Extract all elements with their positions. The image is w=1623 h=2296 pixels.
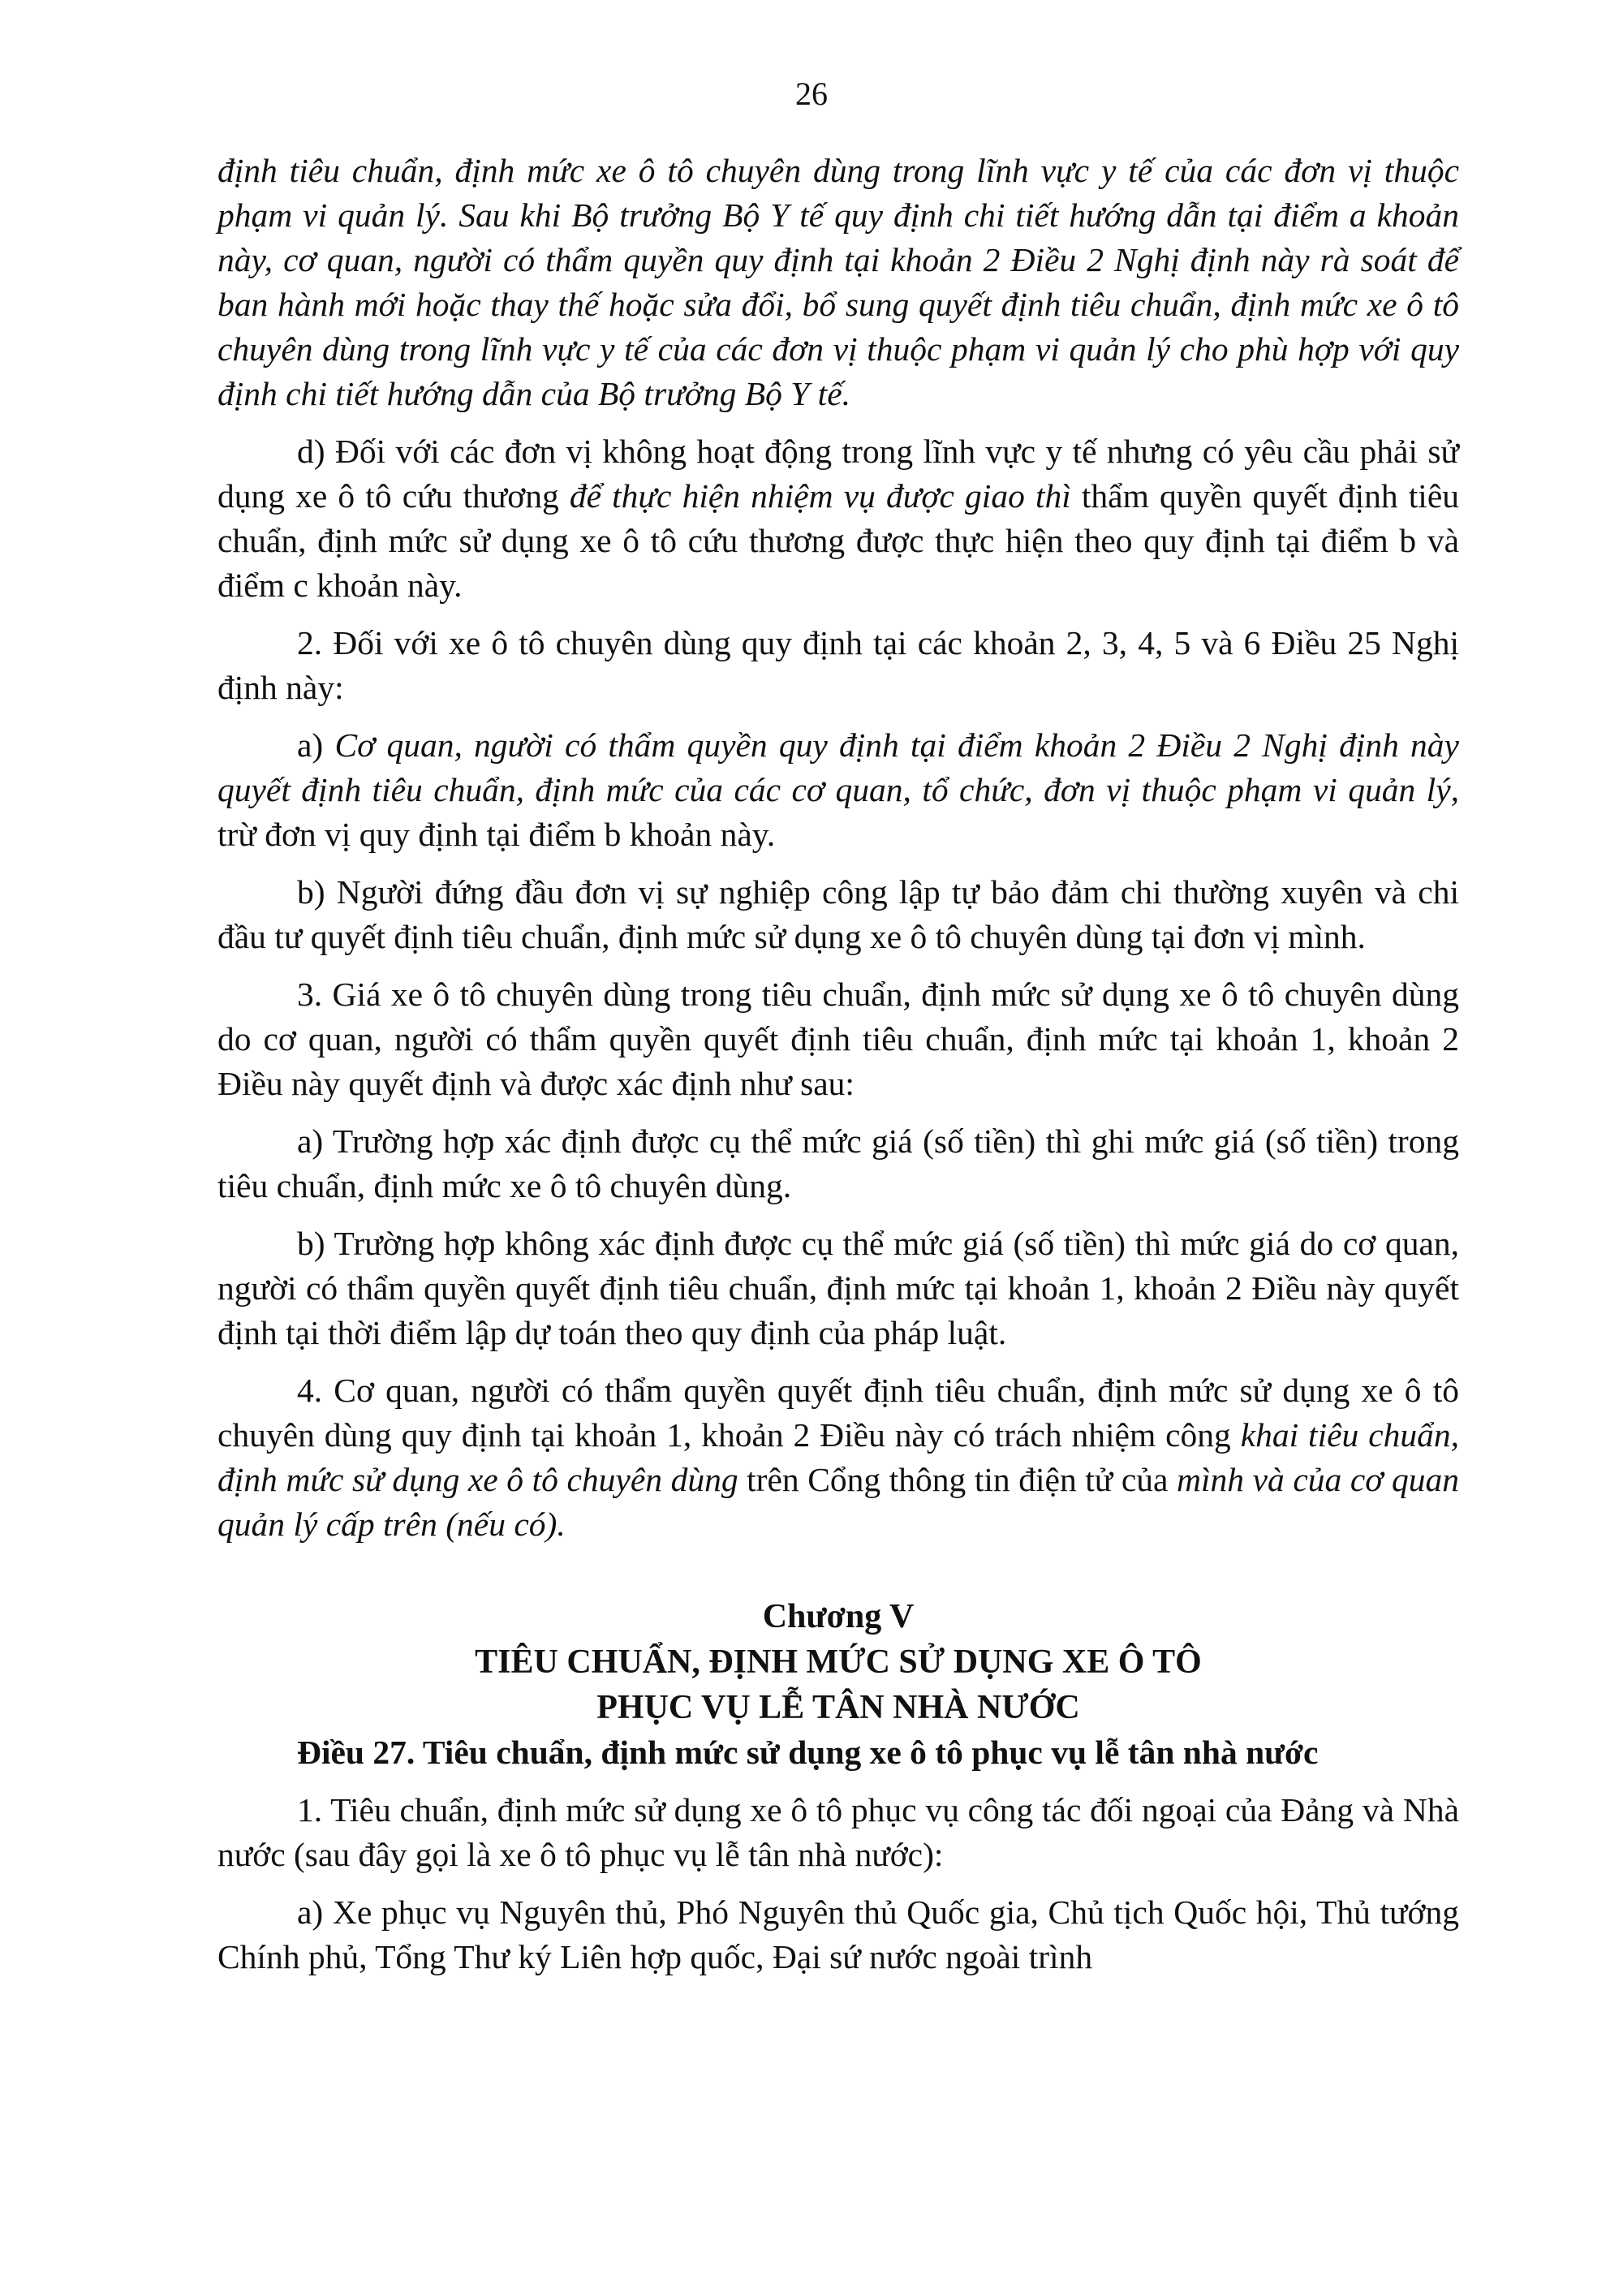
paragraph-4-italic-2: mình và của cơ quan quản lý cấp trên (nếu có). (217, 1461, 1459, 1543)
document-body (217, 149, 1459, 1992)
paragraph-1d-italic: để thực hiện nhiệm vụ được giao thì (569, 477, 1071, 515)
chapter-title-line-1: TIÊU CHUẨN, ĐỊNH MỨC SỬ DỤNG XE Ô TÔ (475, 1643, 1202, 1681)
paragraph-2a-suffix: trừ đơn vị quy định tại điểm b khoản này. (217, 816, 776, 853)
paragraph-4-part-a: 4. Cơ quan, người có thẩm quyền quyết định tiêu chuẩn, định mức sử dụng xe ô tô chuyên dùng quy định tại khoản 1, khoản 2 Điều này có trách nhiệm công (217, 1372, 1459, 1454)
paragraph-article-27-clause-1: 1. Tiêu chuẩn, định mức sử dụng xe ô tô phục vụ công tác đối ngoại của Đảng và Nhà nước (sau đây gọi là xe ô tô phục vụ lễ tân nhà nước): (217, 1791, 1459, 1873)
paragraph-4-part-c: trên Cổng thông tin điện tử của (738, 1461, 1177, 1498)
paragraph-continuation: định tiêu chuẩn, định mức xe ô tô chuyên dùng trong lĩnh vực y tế của các đơn vị thuộc phạm vi quản lý. Sau khi Bộ trưởng Bộ Y tế quy định chi tiết hướng dẫn tại điểm a khoản này, cơ quan, người có thẩm quyền quy định tại khoản 2 Điều 2 Nghị định này rà soát để ban hành mới hoặc thay thế hoặc sửa đổi, bổ sung quyết định tiêu chuẩn, định mức xe ô tô chuyên dùng trong lĩnh vực y tế của các đơn vị thuộc phạm vi quản lý cho phù hợp với quy định chi tiết hướng dẫn của Bộ trưởng Bộ Y tế. (217, 152, 1459, 412)
paragraph-2a-prefix: a) (297, 726, 335, 764)
paragraph-1d (217, 429, 1459, 608)
paragraph-article-27-1a: a) Xe phục vụ Nguyên thủ, Phó Nguyên thủ Quốc gia, Chủ tịch Quốc hội, Thủ tướng Chính phủ, Tổng Thư ký Liên hợp quốc, Đại sứ nước ngoài trình (217, 1893, 1459, 1975)
article-title: Điều 27. Tiêu chuẩn, định mức sử dụng xe ô tô phục vụ lễ tân nhà nước (297, 1734, 1319, 1771)
paragraph-2b: b) Người đứng đầu đơn vị sự nghiệp công lập tự bảo đảm chi thường xuyên và chi đầu tư quyết định tiêu chuẩn, định mức sử dụng xe ô tô chuyên dùng tại đơn vị mình. (217, 873, 1459, 955)
paragraph-3a: a) Trường hợp xác định được cụ thể mức giá (số tiền) thì ghi mức giá (số tiền) trong tiêu chuẩn, định mức xe ô tô chuyên dùng. (217, 1122, 1459, 1204)
paragraph-clause-2: 2. Đối với xe ô tô chuyên dùng quy định tại các khoản 2, 3, 4, 5 và 6 Điều 25 Nghị định này: (217, 624, 1459, 706)
chapter-label: Chương V (762, 1598, 915, 1635)
paragraph-4-italic-1: khai tiêu chuẩn, định mức sử dụng xe ô tô chuyên dùng (217, 1416, 1459, 1498)
paragraph-1d-part-a: d) Đối với các đơn vị không hoạt động trong lĩnh vực y tế nhưng có yêu cầu phải sử dụng xe ô tô cứu thương (217, 433, 1459, 515)
page-number: 26 (795, 75, 828, 112)
chapter-title-line-2: PHỤC VỤ LỄ TÂN NHÀ NƯỚC (596, 1689, 1080, 1726)
paragraph-1d-part-c: thẩm quyền quyết định tiêu chuẩn, định mức sử dụng xe ô tô cứu thương được thực hiện theo quy định tại điểm b và điểm c khoản này. (217, 477, 1460, 604)
paragraph-2a (217, 723, 1459, 857)
paragraph-clause-3: 3. Giá xe ô tô chuyên dùng trong tiêu chuẩn, định mức sử dụng xe ô tô chuyên dùng do cơ quan, người có thẩm quyền quyết định tiêu chuẩn, định mức tại khoản 1, khoản 2 Điều này quyết định và được xác định như sau: (217, 976, 1459, 1102)
paragraph-2a-italic: Cơ quan, người có thẩm quyền quy định tại điểm khoản 2 Điều 2 Nghị định này quyết định tiêu chuẩn, định mức của các cơ quan, tổ chức, đơn vị thuộc phạm vi quản lý, (217, 726, 1459, 808)
chapter-heading (217, 1594, 1459, 1730)
paragraph-3b: b) Trường hợp không xác định được cụ thể mức giá (số tiền) thì mức giá do cơ quan, người có thẩm quyền quyết định tiêu chuẩn, định mức tại khoản 1, khoản 2 Điều này quyết định tại thời điểm lập dự toán theo quy định của pháp luật. (217, 1225, 1459, 1351)
paragraph-clause-4 (217, 1368, 1459, 1547)
